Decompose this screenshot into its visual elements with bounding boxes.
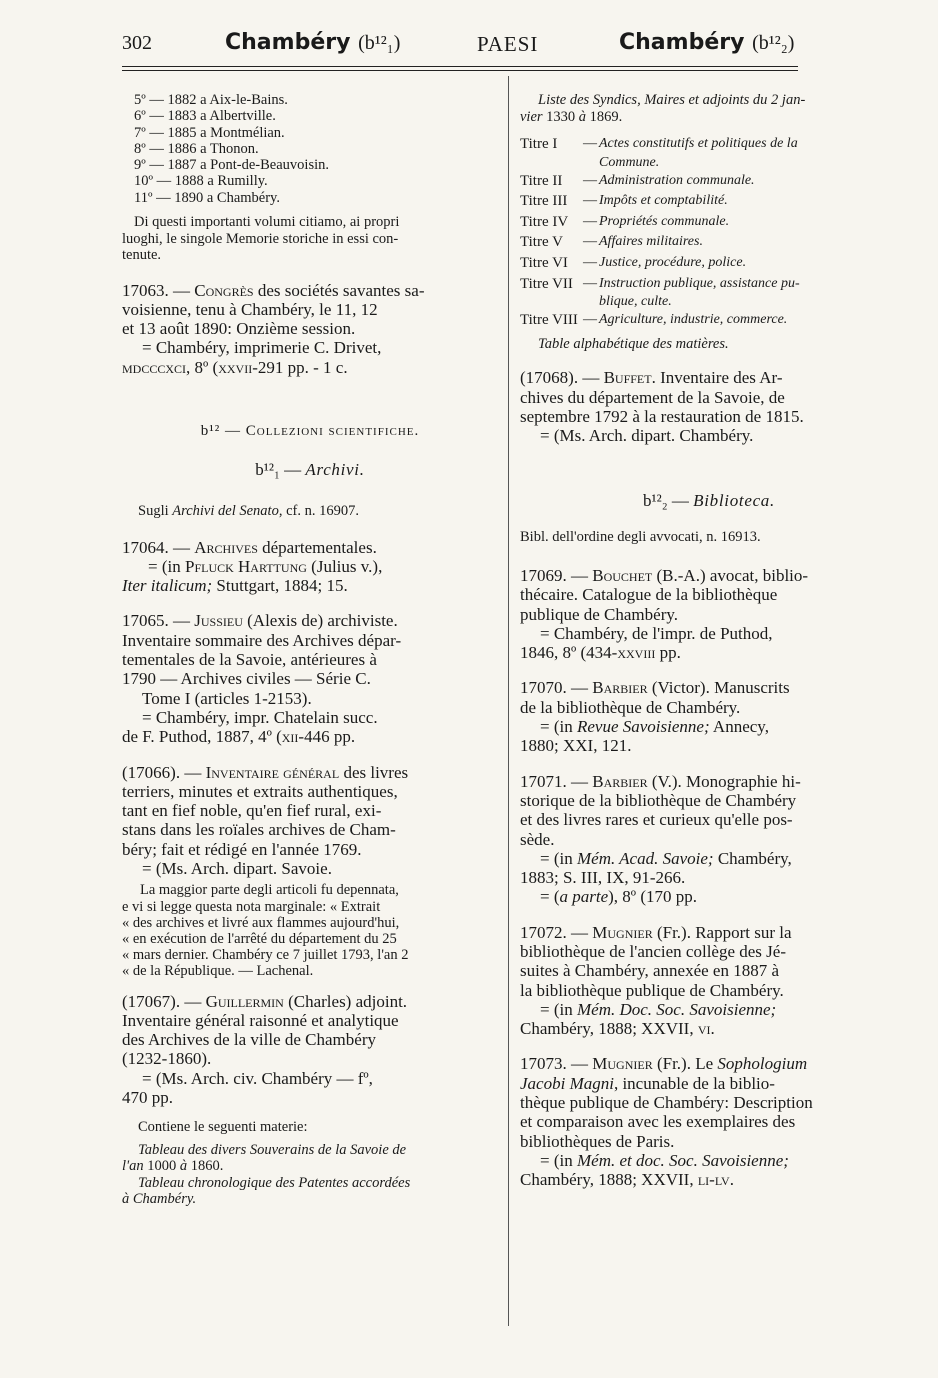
table-row: Titre V — Affaires militaires. (520, 234, 703, 251)
archivi-note: Sugli Archivi del Senato, cf. n. 16907. (138, 503, 359, 520)
entry-17065: 17065. — Jussieu (Alexis de) archiviste. Inventaire sommaire des Archives dépar- tementales de la Savoie, antérieures à 1790 — Archives civiles — Série C. Tome I (articles 1-2153). = Chambéry, impr. Chatelain succ. de F. Puthod, 1887, 4º (xii-446 pp. (122, 611, 402, 747)
list-item: 8º — 1886 a Thonon. (134, 140, 259, 157)
table-row: Titre II — Administration communale. (520, 172, 755, 189)
list-item: 10º — 1888 a Rumilly. (134, 173, 268, 190)
list-item: 5º — 1882 a Aix-le-Bains. (134, 92, 288, 108)
header-rule-top (122, 66, 798, 67)
entry-17070: 17070. — Barbier (Victor). Manuscrits de la bibliothèque de Chambéry. = (in Revue Savoisienne; Annecy, 1880; XXI, 121. (520, 678, 790, 756)
left-column (122, 92, 498, 1208)
contents-intro: Contiene le seguenti materie: (138, 1119, 308, 1136)
section-heading-b12: b¹² — Collezioni scientifiche. (200, 423, 420, 440)
list-title: Liste des Syndics, Maires et adjoints du 2 jan- vier 1330 à 1869. (520, 92, 806, 125)
table-row: Titre VI — Justice, procédure, police. (520, 254, 747, 271)
subsection-heading-biblioteca: b¹²₂ — Biblioteca. (643, 491, 775, 511)
entry-17066: (17066). — Inventaire général des livres terriers, minutes et extraits authentiques, tant en fief noble, qu'en fief rural, exi- stans dans les roïales archives de Cham- béry; fait et rédigé en l'année 1769. = (Ms. Arch. dipart. Savoie. (122, 762, 409, 879)
entry-17071: 17071. — Barbier (V.). Monographie hi- storique de la bibliothèque de Chambéry et des livres rares et curieux qu'elle pos- sède. = (in Mém. Acad. Savoie; Chambéry, 1883; S. III, IX, 91-266. = (a parte), 8º (170 pp. (520, 771, 801, 907)
entry-17067: (17067). — Guillermin (Charles) adjoint. Inventaire général raisonné et analytique des Archives de la ville de Chambéry (1232-1860). = (Ms. Arch. civ. Chambéry — fº, 470 pp. (122, 991, 408, 1108)
entry-17063: 17063. — Congrès des sociétés savantes sa- voisienne, tenu à Chambéry, le 11, 12 et 13 août 1890: Onzième session. = Chambéry, imprimerie C. Drivet, mdcccxci, 8º (xxvii-291 pp. - 1 c. (122, 280, 425, 377)
entry-17068: (17068). — Buffet. Inventaire des Ar- chives du département de la Savoie, de septembre 1792 à la restauration de 1815. = (Ms. Arch. dipart. Chambéry. (520, 368, 804, 446)
entry-17066-note: La maggior parte degli articoli fu depennata, e vi si legge questa nota marginale: « Extrait « des archives et livré aux flammes aujourd'hui, « en exécution de l'arrêté du département du 25 « mars dernier. Chambéry ce 7 juillet 1793, l'an 2 « de la République. — Lachenal. (122, 882, 409, 980)
running-head-right: Chambéry (b¹²₂) (619, 30, 795, 55)
list-item: 9º — 1887 a Pont-de-Beauvoisin. (134, 157, 329, 174)
table-alpha: Table alphabétique des matières. (538, 335, 729, 352)
entry-17064: 17064. — Archives départementales. = (in Pfluck Harttung (Julius v.), Iter italicum; Stuttgart, 1884; 15. (122, 537, 383, 596)
congress-list (122, 92, 498, 206)
volumes-note: Di questi importanti volumi citiamo, ai propri luoghi, le singole Memorie storiche in essi con- tenute. (122, 214, 400, 264)
running-head-center: PAESI (477, 32, 539, 56)
subsection-heading-archivi: b¹²₁ — Archivi. (255, 460, 365, 480)
header-rule-bottom (122, 70, 798, 71)
running-head-left: Chambéry (b¹²₁) (225, 30, 401, 55)
contents-list: Tableau des divers Souverains de la Savoie de l'an 1000 à 1860. Tableau chronologique des Patentes accordées à Chambéry. (122, 1141, 411, 1208)
list-item: 11º — 1890 a Chambéry. (134, 189, 280, 206)
list-item: 6º — 1883 a Albertville. (134, 108, 276, 125)
list-item: 7º — 1885 a Montmélian. (134, 124, 285, 141)
table-row: Commune. (599, 154, 660, 170)
column-divider (508, 76, 509, 1326)
running-header (122, 26, 798, 66)
biblioteca-note: Bibl. dell'ordine degli avvocati, n. 16913. (520, 529, 761, 546)
entry-17072: 17072. — Mugnier (Fr.). Rapport sur la bibliothèque de l'ancien collège des Jé- suites à Chambéry, annexée en 1887 à la bibliothèque publique de Chambéry. = (in Mém. Doc. Soc. Savoisienne; Chambéry, 1888; XXVII, vi. (520, 922, 792, 1039)
table-row: Titre III — Impôts et comptabilité. (520, 193, 728, 210)
titres-table (520, 134, 898, 331)
entry-17073: 17073. — Mugnier (Fr.). Le Sophologium Jacobi Magni, incunable de la biblio- thèque publique de Chambéry: Description et comparaison avec les exemplaires des bibliothèques de Paris. = (in Mém. et doc. Soc. Savoisienne; Chambéry, 1888; XXVII, li-lv. (520, 1054, 813, 1190)
entry-17069: 17069. — Bouchet (B.-A.) avocat, biblio- thécaire. Catalogue de la bibliothèque publique de Chambéry. = Chambéry, de l'impr. de Puthod, 1846, 8º (434-xxviii pp. (520, 565, 809, 663)
page-number: 302 (122, 32, 152, 54)
table-row: Titre I — Actes constitutifs et politiques de la (520, 136, 798, 152)
table-row: blique, culte. (599, 294, 672, 310)
table-row: Titre VIII — Agriculture, industrie, commerce. (520, 312, 788, 329)
table-row: Titre IV — Propriétés communale. (520, 213, 730, 230)
table-row: Titre VII — Instruction publique, assistance pu- (520, 275, 800, 292)
right-column (520, 92, 898, 1190)
